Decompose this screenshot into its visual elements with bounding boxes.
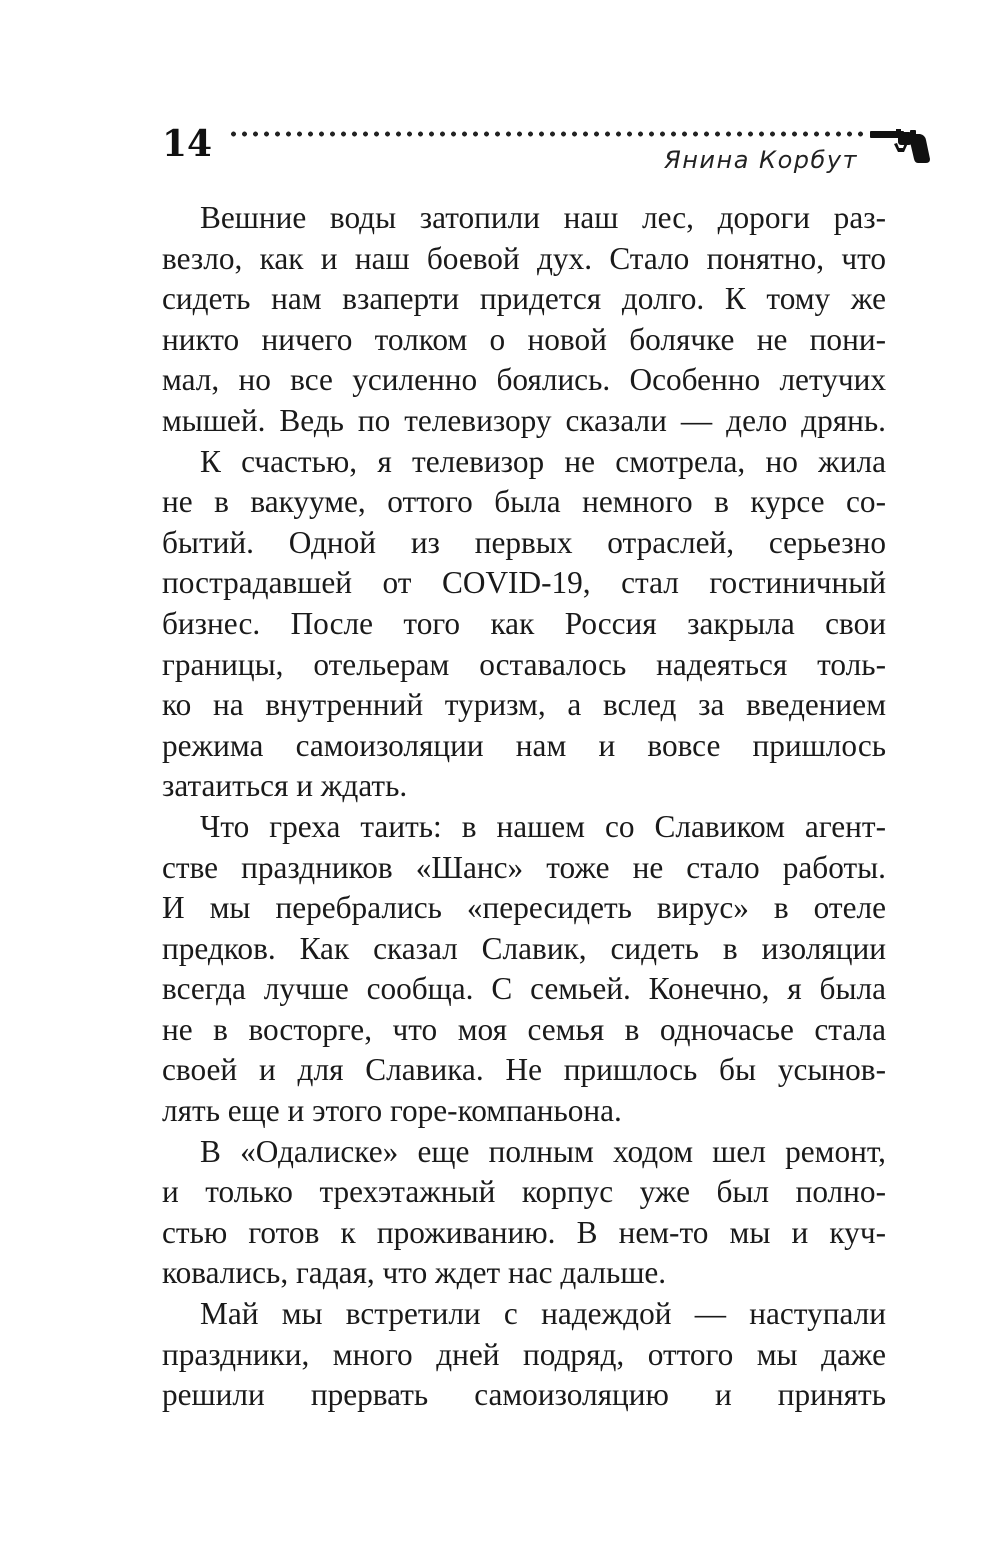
- running-author: Янина Корбут: [664, 146, 858, 174]
- text-line: не в вакууме, оттого была немного в курсе со-: [162, 484, 886, 520]
- page-number: 14: [162, 123, 213, 165]
- text-line: стью готов к проживанию. В нем-то мы и куч-: [162, 1214, 886, 1250]
- revolver-icon: [870, 128, 932, 164]
- text-line: мал, но все усиленно боялись. Особенно летучих: [162, 362, 886, 398]
- text-line: мышей. Ведь по телевизору сказали — дело дрянь.: [162, 402, 886, 438]
- text-line: лять еще и этого горе-компаньона.: [162, 1093, 622, 1129]
- text-line: праздники, много дней подряд, оттого мы даже: [162, 1336, 886, 1372]
- text-line: Что греха таить: в нашем со Славиком агент-: [200, 808, 886, 844]
- text-line: бизнес. После того как Россия закрыла свои: [162, 605, 886, 641]
- text-line: Май мы встретили с надеждой — наступали: [200, 1296, 886, 1332]
- text-line: режима самоизоляции нам и вовсе пришлось: [162, 727, 886, 763]
- text-line: бытий. Одной из первых отраслей, серьезно: [162, 524, 886, 560]
- text-line: всегда лучше сообща. С семьей. Конечно, я была: [162, 971, 886, 1007]
- text-line: затаиться и ждать.: [162, 768, 408, 804]
- text-line: своей и для Славика. Не пришлось бы усынов-: [162, 1052, 886, 1088]
- text-line: И мы перебрались «пересидеть вирус» в отеле: [162, 890, 886, 926]
- running-header: [162, 118, 934, 188]
- text-line: сидеть нам взаперти придется долго. К тому же: [162, 281, 886, 317]
- page-body-text: [162, 198, 886, 1416]
- text-line: ковались, гадая, что ждет нас дальше.: [162, 1255, 667, 1291]
- text-line: везло, как и наш боевой дух. Стало понятно, что: [162, 240, 886, 276]
- text-line: Вешние воды затопили наш лес, дороги раз-: [200, 200, 886, 235]
- text-line: пострадавшей от COVID-19, стал гостиничный: [162, 565, 886, 601]
- text-line: ко на внутренний туризм, а вслед за введением: [162, 687, 886, 723]
- text-line: решили прервать самоизоляцию и принять: [162, 1377, 886, 1413]
- text-line: никто ничего толком о новой болячке не пони-: [162, 321, 886, 357]
- text-line: К счастью, я телевизор не смотрела, но жила: [200, 443, 886, 479]
- dotted-rule: [228, 131, 868, 137]
- text-line: стве праздников «Шанс» тоже не стало работы.: [162, 849, 886, 885]
- text-line: границы, отельерам оставалось надеяться толь-: [162, 646, 886, 682]
- text-line: не в восторге, что моя семья в одночасье стала: [162, 1011, 886, 1047]
- text-line: В «Одалиске» еще полным ходом шел ремонт,: [200, 1133, 886, 1169]
- text-line: предков. Как сказал Славик, сидеть в изоляции: [162, 930, 886, 966]
- text-line: и только трехэтажный корпус уже был полно-: [162, 1174, 886, 1210]
